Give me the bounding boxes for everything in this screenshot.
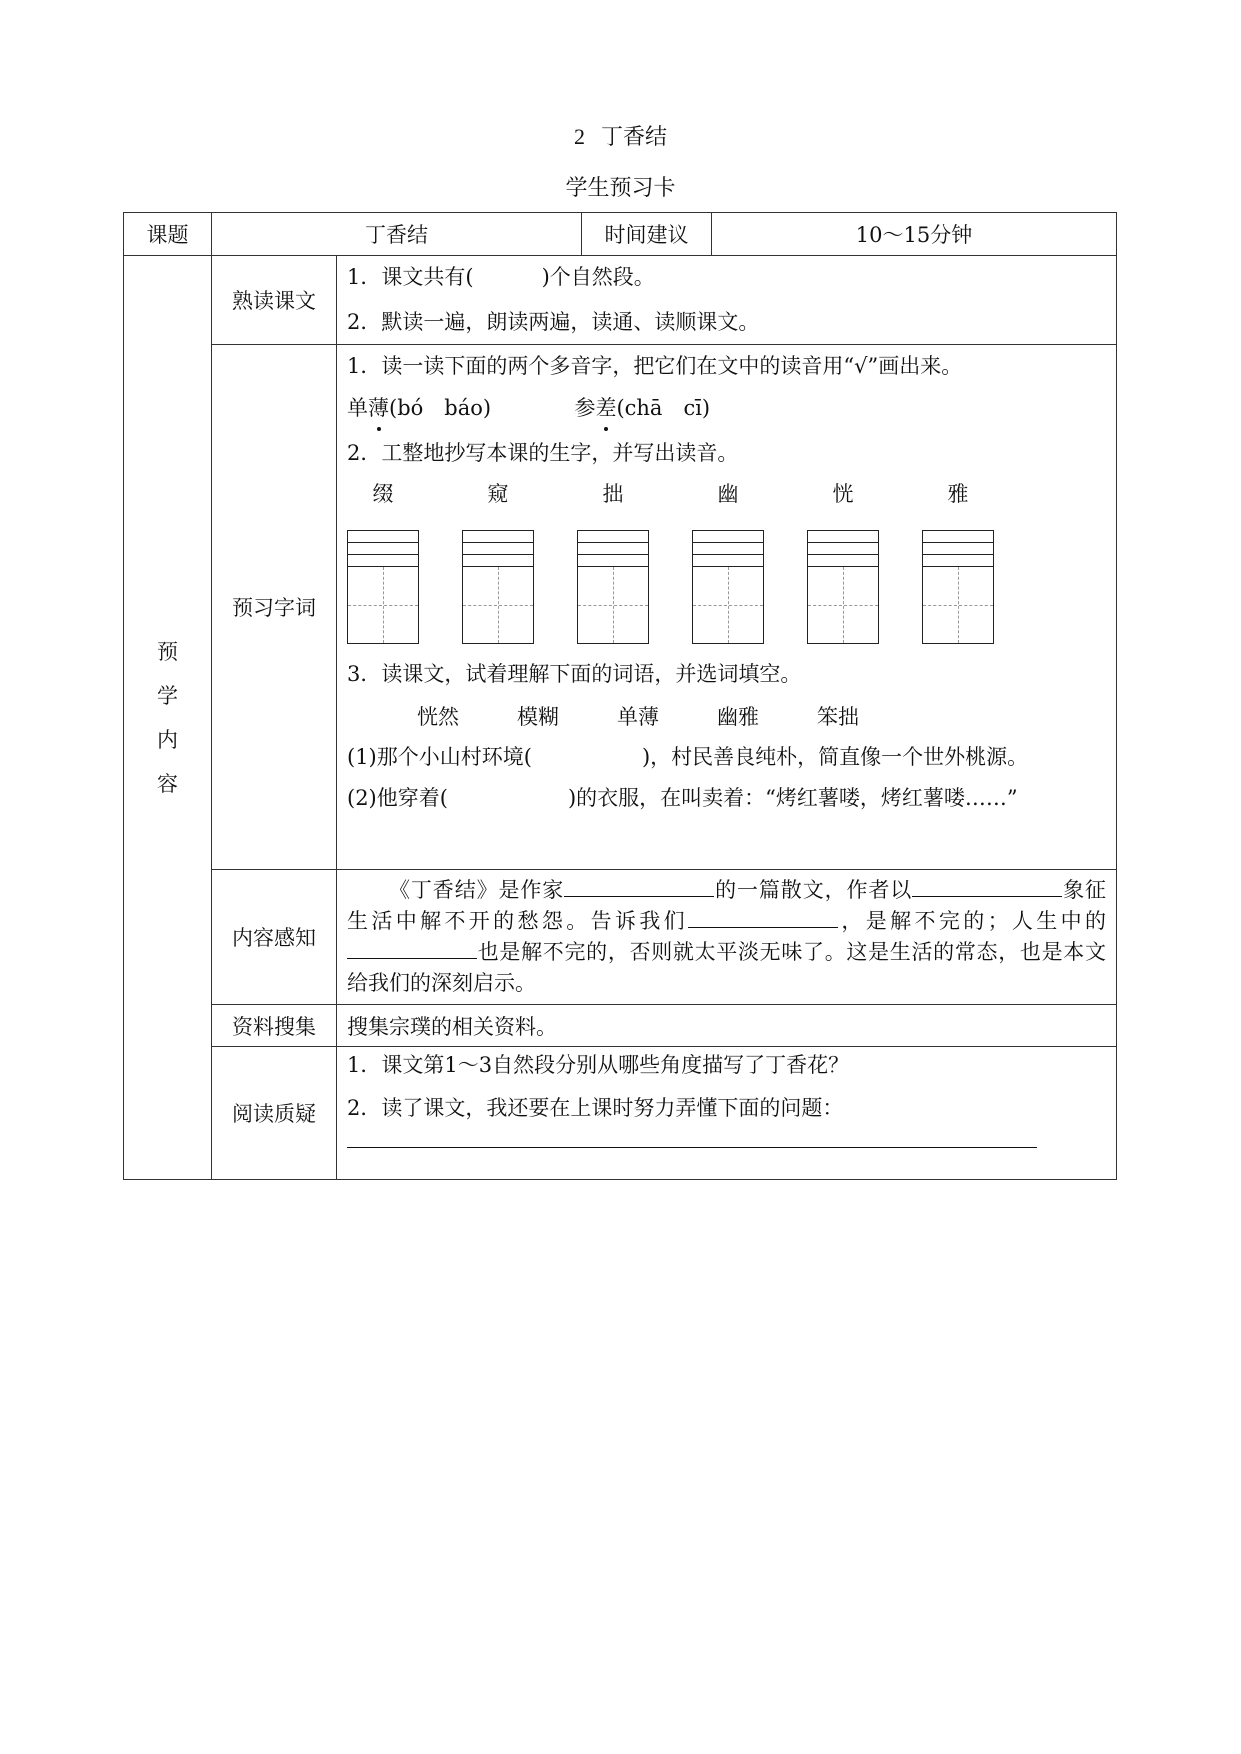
pinyin-options[interactable]: (bó báo) [389, 396, 492, 420]
polyphone-1 [347, 396, 491, 420]
material-row [124, 1005, 1117, 1047]
card-title: 学生预习卡 [565, 176, 676, 201]
item-text: )个自然段。 [541, 265, 655, 289]
word-bank [347, 701, 1106, 734]
content-label: 内容感知 [212, 870, 337, 1005]
writing-box[interactable] [807, 530, 879, 644]
reading-item-1 [347, 261, 1106, 294]
vocab-q3: 3．读课文，试着理解下面的词语，并选词填空。 [347, 662, 802, 686]
reading-item-2: 2．默读一遍，朗读两遍，读通、读顺课文。 [347, 310, 760, 334]
word-option: 幽雅 [717, 705, 759, 729]
preview-card-table [123, 212, 1117, 1180]
answer-blank[interactable] [564, 876, 714, 897]
writing-box[interactable] [462, 530, 534, 644]
reading-row [124, 256, 1117, 345]
vocab-row [124, 345, 1117, 870]
vocab-content [337, 345, 1117, 870]
vocab-q2: 2．工整地抄写本课的生字，并写出读音。 [347, 441, 739, 465]
pinyin-options[interactable]: (chā cī) [616, 396, 711, 420]
practice-char: 窥 [487, 482, 509, 506]
section-char: 学 [157, 683, 178, 708]
polyphone-2 [574, 396, 710, 420]
header-row [124, 213, 1117, 256]
section-char: 预 [157, 639, 178, 664]
time-value: 10～15分钟 [712, 213, 1117, 256]
char-practice-item [462, 478, 577, 644]
fill-sentence-1 [347, 742, 1106, 773]
questions-row [124, 1047, 1117, 1180]
section-char: 容 [157, 771, 178, 796]
writing-box[interactable] [922, 530, 994, 644]
reading-label: 熟读课文 [212, 256, 337, 345]
paragraph-text: 也是解不完的，否则就太平淡无味了。这是生活的常态，也是本文给我们的深刻启示。 [347, 940, 1106, 995]
paragraph-text: 《丁香结》是作家 [389, 878, 565, 902]
practice-char: 缀 [372, 482, 394, 506]
answer-blank[interactable] [688, 907, 838, 928]
section-label-preview [124, 256, 212, 1180]
word-option: 模糊 [517, 705, 559, 729]
fill-sentence-2 [347, 783, 1106, 814]
answer-line[interactable] [347, 1147, 1037, 1148]
char-practice-item [692, 478, 807, 644]
vocab-label: 预习字词 [212, 345, 337, 870]
lesson-number: 2 [573, 124, 585, 149]
sentence-text: (2)他穿着( [347, 786, 448, 810]
practice-char: 幽 [717, 482, 739, 506]
practice-char: 拙 [602, 482, 624, 506]
paragraph-text: ，是解不完的；人生中的 [838, 909, 1107, 933]
word-option: 笨拙 [817, 705, 859, 729]
char-practice-item [922, 478, 1037, 644]
question-1: 1．课文第1～3自然段分别从哪些角度描写了丁香花？ [347, 1053, 850, 1077]
sentence-text: )，村民善良纯朴，简直像一个世外桃源。 [641, 745, 1029, 769]
content-row [124, 870, 1117, 1005]
char-practice-grid [347, 478, 1106, 644]
paragraph-text: 象征生活中解不开的愁怨。告诉我们 [347, 878, 1107, 933]
practice-char: 雅 [947, 482, 969, 506]
writing-box[interactable] [692, 530, 764, 644]
topic-label: 课题 [124, 213, 212, 256]
sentence-text: (1)那个小山村环境( [347, 745, 532, 769]
char-practice-item [807, 478, 922, 644]
questions-content [337, 1047, 1117, 1180]
item-text: 1．课文共有( [347, 265, 474, 289]
material-label: 资料搜集 [212, 1005, 337, 1047]
paragraph-text: 的一篇散文，作者以 [714, 878, 913, 902]
char-practice-item [577, 478, 692, 644]
topic-value: 丁香结 [212, 213, 582, 256]
section-char: 内 [157, 727, 178, 752]
vocab-q1: 1．读一读下面的两个多音字，把它们在文中的读音用“√”画出来。 [347, 354, 963, 378]
char: 参 [574, 396, 596, 420]
dotted-char: 差 [595, 392, 616, 425]
lesson-title [0, 120, 1241, 151]
material-text: 搜集宗璞的相关资料。 [337, 1005, 1117, 1047]
questions-label: 阅读质疑 [212, 1047, 337, 1180]
polyphone-row [347, 392, 1106, 425]
answer-blank[interactable] [912, 876, 1062, 897]
word-option: 单薄 [617, 705, 659, 729]
writing-box[interactable] [577, 530, 649, 644]
word-option: 恍然 [417, 705, 459, 729]
time-label: 时间建议 [582, 213, 712, 256]
reading-content [337, 256, 1117, 345]
practice-char: 恍 [832, 482, 854, 506]
dotted-char: 薄 [368, 392, 389, 425]
sentence-text: )的衣服，在叫卖着：“烤红薯喽，烤红薯喽……” [567, 786, 1018, 810]
char-practice-item [347, 478, 462, 644]
question-2: 2．读了课文，我还要在上课时努力弄懂下面的问题： [347, 1096, 844, 1120]
writing-box[interactable] [347, 530, 419, 644]
char: 单 [347, 396, 368, 420]
answer-blank[interactable] [347, 938, 477, 959]
content-paragraph [337, 870, 1117, 1005]
lesson-name: 丁香结 [600, 125, 667, 150]
